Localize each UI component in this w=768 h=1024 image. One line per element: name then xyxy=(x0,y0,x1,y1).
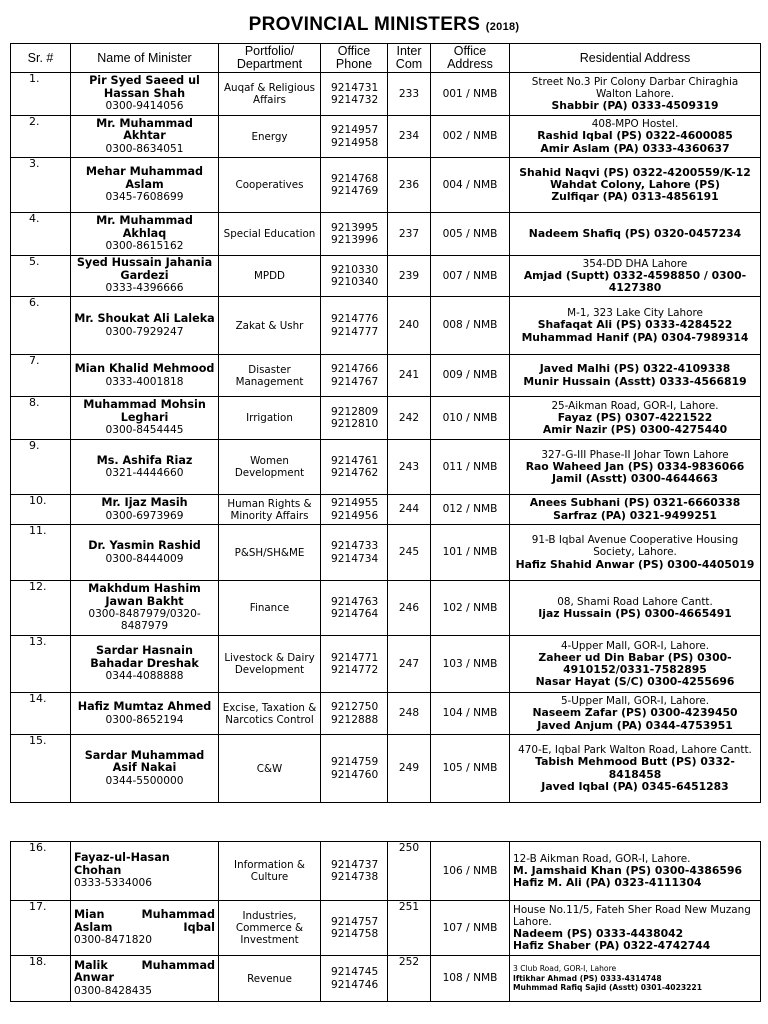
sr-cell: 14. xyxy=(11,693,71,735)
office-phone-cell xyxy=(321,397,388,440)
intercom-cell: 244 xyxy=(388,495,431,525)
office-phone-cell xyxy=(321,956,388,1002)
address-line: Iftikhar Ahmad (PS) 0333-4314748 xyxy=(513,973,662,983)
table-row xyxy=(11,213,761,256)
minister-name: Syed Hussain Jahania Gardezi xyxy=(76,256,213,282)
minister-phone: 0300-9414056 xyxy=(105,100,184,113)
minister-name: Mr. Muhammad Akhtar xyxy=(96,116,193,143)
minister-name: Mian Muhammad Aslam Iqbal xyxy=(74,908,215,934)
address-line: Zulfiqar (PA) 0313-4856191 xyxy=(551,190,719,204)
office-phone-number: 9213995 xyxy=(331,221,379,234)
minister-cell xyxy=(71,355,219,397)
office-phone-cell xyxy=(321,842,388,901)
address-line: Nasar Hayat (S/C) 0300-4255696 xyxy=(535,675,735,689)
intercom-cell: 241 xyxy=(388,355,431,397)
minister-cell xyxy=(71,525,219,581)
office-address-cell: 011 / NMB xyxy=(431,440,510,495)
office-phone-number: 9214758 xyxy=(331,928,379,940)
office-address-cell: 007 / NMB xyxy=(431,256,510,297)
minister-name: Mr. Muhammad Akhlaq xyxy=(96,214,193,240)
residential-address-cell xyxy=(510,355,761,397)
office-phone-number: 9214757 xyxy=(331,915,379,928)
address-line: 25-Aikman Road, GOR-I, Lahore. xyxy=(551,399,719,412)
office-phone-number: 9214956 xyxy=(331,509,379,522)
residential-address-cell xyxy=(510,397,761,440)
portfolio-cell: MPDD xyxy=(219,256,321,297)
minister-phone: 0300-8487979/0320-8487979 xyxy=(88,608,201,633)
header-intercom: Inter Com xyxy=(388,44,431,73)
office-phone-number: 9212750 xyxy=(331,701,379,714)
sr-cell: 6. xyxy=(11,297,71,355)
sr-cell: 8. xyxy=(11,397,71,440)
office-phone-number: 9214761 xyxy=(331,454,379,467)
header-office-phone: Office Phone xyxy=(321,44,388,73)
table-row xyxy=(11,842,761,901)
header-portfolio: Portfolio/ Department xyxy=(219,44,321,73)
address-line: 408-MPO Hostel. xyxy=(591,118,679,131)
minister-phone: 0300-8444009 xyxy=(105,552,184,565)
minister-cell xyxy=(71,495,219,525)
address-line: 4-Upper Mall, GOR-I, Lahore. xyxy=(560,639,710,652)
address-line: 91-B Iqbal Avenue Cooperative Housing Society, Lahore. xyxy=(531,534,739,559)
minister-phone: 0300-8471820 xyxy=(74,934,152,947)
minister-name: Mr. Ijaz Masih xyxy=(101,496,188,510)
address-line: 327-G-III Phase-II Johar Town Lahore xyxy=(541,448,729,461)
minister-cell xyxy=(71,440,219,495)
office-phone-number: 9214763 xyxy=(331,595,379,608)
minister-phone: 0300-7929247 xyxy=(105,325,184,338)
address-line: Tabish Mehmood Butt (PS) 0332-8418458 xyxy=(535,755,735,781)
office-phone-number: 9214732 xyxy=(331,94,379,106)
intercom-cell: 248 xyxy=(388,693,431,735)
address-line: Street No.3 Pir Colony Darbar Chiraghia Walton Lahore. xyxy=(531,75,739,100)
address-line: M-1, 323 Lake City Lahore xyxy=(567,307,703,320)
office-address-cell: 002 / NMB xyxy=(431,116,510,158)
portfolio-cell: P&SH/SH&ME xyxy=(219,525,321,581)
office-address-cell: 101 / NMB xyxy=(431,525,510,581)
intercom-cell: 240 xyxy=(388,297,431,355)
ministers-table-continued-body xyxy=(11,842,761,1002)
address-line: Javed Anjum (PA) 0344-4753951 xyxy=(537,718,733,732)
header-sr: Sr. # xyxy=(11,44,71,73)
office-address-cell: 005 / NMB xyxy=(431,213,510,256)
intercom-cell: 245 xyxy=(388,525,431,581)
address-line: M. Jamshaid Khan (PS) 0300-4386596 xyxy=(513,863,742,877)
address-line: 12-B Aikman Road, GOR-I, Lahore. xyxy=(513,852,691,865)
address-line: 5-Upper Mall, GOR-I, Lahore. xyxy=(560,695,710,708)
intercom-cell: 236 xyxy=(388,158,431,213)
minister-cell xyxy=(71,956,219,1002)
intercom-cell: 233 xyxy=(388,73,431,116)
ministers-table-continued xyxy=(10,841,761,1002)
intercom-cell: 239 xyxy=(388,256,431,297)
address-line: 08, Shami Road Lahore Cantt. xyxy=(557,595,713,608)
address-line: Rao Waheed Jan (PS) 0334-9836066 xyxy=(525,459,745,473)
table-row xyxy=(11,440,761,495)
title-year: (2018) xyxy=(485,21,520,33)
office-phone-cell xyxy=(321,355,388,397)
office-phone-number: 9214769 xyxy=(331,185,379,197)
office-phone-number: 9214759 xyxy=(331,756,379,769)
office-phone-cell xyxy=(321,158,388,213)
address-line: Fayaz (PS) 0307-4221522 xyxy=(557,410,713,424)
minister-cell xyxy=(71,73,219,116)
sr-cell: 1. xyxy=(11,73,71,116)
intercom-cell: 234 xyxy=(388,116,431,158)
intercom-cell: 246 xyxy=(388,581,431,636)
portfolio-cell: Energy xyxy=(219,116,321,158)
ministers-table xyxy=(10,43,761,803)
address-line: Muhmmad Rafiq Sajid (Asstt) 0301-4023221 xyxy=(513,983,702,993)
sr-cell: 7. xyxy=(11,355,71,397)
portfolio-cell: Women Development xyxy=(219,440,321,495)
office-phone-cell xyxy=(321,901,388,956)
minister-phone: 0300-8634051 xyxy=(105,142,184,155)
address-line: Javed Malhi (PS) 0322-4109338 xyxy=(539,362,731,376)
sr-cell: 12. xyxy=(11,581,71,636)
intercom-cell: 242 xyxy=(388,397,431,440)
office-phone-number: 9214733 xyxy=(331,540,379,553)
office-phone-cell xyxy=(321,495,388,525)
minister-name: Dr. Yasmin Rashid xyxy=(88,539,201,553)
minister-phone: 0300-8454445 xyxy=(105,424,184,437)
office-phone-cell xyxy=(321,581,388,636)
residential-address-cell xyxy=(510,256,761,297)
minister-cell xyxy=(71,581,219,636)
minister-phone: 0321-4444660 xyxy=(105,467,184,479)
minister-phone: 0344-5500000 xyxy=(105,774,184,787)
sr-cell: 10. xyxy=(11,495,71,525)
portfolio-cell: Information & Culture xyxy=(219,842,321,901)
table-row xyxy=(11,495,761,525)
minister-phone: 0300-8615162 xyxy=(105,240,184,253)
minister-name: Makhdum Hashim Jawan Bakht xyxy=(88,582,201,608)
office-address-cell: 001 / NMB xyxy=(431,73,510,116)
table-row xyxy=(11,397,761,440)
office-phone-number: 9212810 xyxy=(331,418,379,430)
residential-address-cell xyxy=(510,842,761,901)
header-name: Name of Minister xyxy=(71,44,219,73)
address-line: 354-DD DHA Lahore xyxy=(582,257,688,270)
office-phone-number: 9214777 xyxy=(331,325,379,338)
minister-cell xyxy=(71,256,219,297)
residential-address-cell xyxy=(510,495,761,525)
office-phone-cell xyxy=(321,73,388,116)
minister-cell xyxy=(71,116,219,158)
office-phone-cell xyxy=(321,116,388,158)
office-phone-number: 9210330 xyxy=(331,263,379,276)
portfolio-cell: C&W xyxy=(219,735,321,803)
table-row xyxy=(11,73,761,116)
office-phone-cell xyxy=(321,297,388,355)
address-line: Shafaqat Ali (PS) 0333-4284522 xyxy=(537,318,733,332)
intercom-cell: 249 xyxy=(388,735,431,803)
minister-name: Muhammad Mohsin Leghari xyxy=(83,398,206,424)
office-phone-number: 9214957 xyxy=(331,124,379,137)
table-row xyxy=(11,116,761,158)
office-phone-cell xyxy=(321,213,388,256)
address-line: Javed Iqbal (PA) 0345-6451283 xyxy=(541,779,729,793)
office-phone-number: 9214776 xyxy=(331,313,379,326)
address-line: Sarfraz (PA) 0321-9499251 xyxy=(553,508,717,522)
office-address-cell: 012 / NMB xyxy=(431,495,510,525)
office-phone-number: 9214767 xyxy=(331,375,379,388)
minister-cell xyxy=(71,158,219,213)
minister-cell xyxy=(71,213,219,256)
table-row xyxy=(11,735,761,803)
office-phone-number: 9210340 xyxy=(331,276,379,288)
portfolio-cell: Cooperatives xyxy=(219,158,321,213)
minister-name: Sardar Hasnain Bahadar Dreshak xyxy=(90,644,199,670)
address-line: Anees Subhani (PS) 0321-6660338 xyxy=(529,496,741,510)
address-line: Muhammad Hanif (PA) 0304-7989314 xyxy=(521,330,749,344)
address-line: Hafiz Shahid Anwar (PS) 0300-4405019 xyxy=(515,557,755,571)
sr-cell: 3. xyxy=(11,158,71,213)
office-phone-number: 9213996 xyxy=(331,234,379,246)
minister-phone: 0300-8652194 xyxy=(105,713,184,726)
intercom-cell: 247 xyxy=(388,636,431,693)
ministers-table-body xyxy=(11,73,761,803)
intercom-cell: 251 xyxy=(388,901,431,956)
address-line: Amjad (Suptt) 0332-4598850 / 0300-4127380 xyxy=(523,268,747,295)
intercom-cell: 252 xyxy=(388,956,431,1002)
minister-name: Malik Muhammad Anwar xyxy=(74,958,215,985)
minister-name: Fayaz-ul-Hasan Chohan xyxy=(74,851,170,877)
office-address-cell: 010 / NMB xyxy=(431,397,510,440)
address-line: Shabbir (PA) 0333-4509319 xyxy=(551,99,719,113)
address-line: Nadeem Shafiq (PS) 0320-0457234 xyxy=(528,226,742,240)
address-line: 3 Club Road, GOR-I, Lahore xyxy=(513,964,617,974)
portfolio-cell: Revenue xyxy=(219,956,321,1002)
address-line: Rashid Iqbal (PS) 0322-4600085 xyxy=(537,129,733,143)
office-phone-number: 9214746 xyxy=(331,978,379,991)
office-phone-cell xyxy=(321,735,388,803)
minister-cell xyxy=(71,636,219,693)
portfolio-cell: Industries, Commerce & Investment xyxy=(219,901,321,956)
table-header-row xyxy=(11,44,761,73)
minister-cell xyxy=(71,297,219,355)
portfolio-cell: Auqaf & Religious Affairs xyxy=(219,73,321,116)
residential-address-cell xyxy=(510,735,761,803)
address-line: Amir Aslam (PA) 0333-4360637 xyxy=(540,141,730,155)
header-office-address: Office Address xyxy=(431,44,510,73)
address-line: Naseem Zafar (PS) 0300-4239450 xyxy=(532,706,738,720)
sr-cell: 15. xyxy=(11,735,71,803)
office-address-cell: 009 / NMB xyxy=(431,355,510,397)
office-phone-number: 9214738 xyxy=(331,871,379,883)
table-row xyxy=(11,693,761,735)
office-phone-number: 9214734 xyxy=(331,552,379,565)
sr-cell: 9. xyxy=(11,440,71,495)
address-line: Zaheer ud Din Babar (PS) 0300-4910152/0331-7582895 xyxy=(538,650,732,676)
office-phone-number: 9214760 xyxy=(331,768,379,781)
residential-address-cell xyxy=(510,956,761,1002)
minister-phone: 0333-5334006 xyxy=(74,877,152,890)
address-line: Munir Hussain (Asstt) 0333-4566819 xyxy=(523,374,747,388)
residential-address-cell xyxy=(510,901,761,956)
office-phone-number: 9214731 xyxy=(331,81,379,94)
residential-address-cell xyxy=(510,213,761,256)
office-phone-number: 9214955 xyxy=(331,497,379,510)
minister-name: Sardar Muhammad Asif Nakai xyxy=(84,748,205,775)
minister-cell xyxy=(71,901,219,956)
minister-name: Pir Syed Saeed ul Hassan Shah xyxy=(89,74,200,100)
office-phone-number: 9214771 xyxy=(331,651,379,664)
portfolio-cell: Special Education xyxy=(219,213,321,256)
office-address-cell: 008 / NMB xyxy=(431,297,510,355)
office-address-cell: 108 / NMB xyxy=(431,956,510,1002)
minister-name: Ms. Ashifa Riaz xyxy=(96,453,193,467)
office-phone-number: 9214764 xyxy=(331,608,379,620)
residential-address-cell xyxy=(510,73,761,116)
minister-phone: 0333-4396666 xyxy=(105,282,184,295)
portfolio-cell: Irrigation xyxy=(219,397,321,440)
address-line: Shahid Naqvi (PS) 0322-4200559/K-12 Wahdat Colony, Lahore (PS) xyxy=(519,165,751,191)
address-line: Nadeem (PS) 0333-4438042 xyxy=(513,927,684,940)
table-row xyxy=(11,636,761,693)
address-line: Hafiz M. Ali (PA) 0323-4111304 xyxy=(513,876,702,890)
minister-cell xyxy=(71,693,219,735)
office-phone-cell xyxy=(321,440,388,495)
office-address-cell: 107 / NMB xyxy=(431,901,510,956)
minister-name: Mian Khalid Mehmood xyxy=(74,362,215,376)
sr-cell: 16. xyxy=(11,842,71,901)
sr-cell: 13. xyxy=(11,636,71,693)
minister-cell xyxy=(71,397,219,440)
office-phone-number: 9214958 xyxy=(331,136,379,149)
office-address-cell: 102 / NMB xyxy=(431,581,510,636)
office-address-cell: 106 / NMB xyxy=(431,842,510,901)
residential-address-cell xyxy=(510,636,761,693)
table-row xyxy=(11,297,761,355)
minister-name: Mr. Shoukat Ali Laleka xyxy=(74,312,215,326)
minister-phone: 0344-4088888 xyxy=(105,670,184,683)
address-line: Hafiz Shaber (PA) 0322-4742744 xyxy=(513,939,711,953)
residential-address-cell xyxy=(510,693,761,735)
office-phone-number: 9214762 xyxy=(331,467,379,479)
portfolio-cell: Human Rights & Minority Affairs xyxy=(219,495,321,525)
table-row xyxy=(11,901,761,956)
office-phone-number: 9212809 xyxy=(331,405,379,418)
table-row xyxy=(11,355,761,397)
office-phone-number: 9214772 xyxy=(331,664,379,676)
portfolio-cell: Disaster Management xyxy=(219,355,321,397)
address-line: Jamil (Asstt) 0300-4644663 xyxy=(552,472,718,486)
sr-cell: 5. xyxy=(11,256,71,297)
sr-cell: 11. xyxy=(11,525,71,581)
sr-cell: 2. xyxy=(11,116,71,158)
address-line: Amir Nazir (PS) 0300-4275440 xyxy=(542,423,728,437)
minister-phone: 0333-4001818 xyxy=(105,375,184,388)
table-row xyxy=(11,581,761,636)
office-phone-cell xyxy=(321,636,388,693)
sr-cell: 4. xyxy=(11,213,71,256)
intercom-cell: 243 xyxy=(388,440,431,495)
minister-cell xyxy=(71,735,219,803)
office-phone-number: 9214737 xyxy=(331,858,379,871)
table-row xyxy=(11,956,761,1002)
address-line: 470-E, Iqbal Park Walton Road, Lahore Cantt. xyxy=(518,744,752,757)
office-address-cell: 004 / NMB xyxy=(431,158,510,213)
title-text: PROVINCIAL MINISTERS xyxy=(248,14,481,35)
address-line: Ijaz Hussain (PS) 0300-4665491 xyxy=(538,607,732,620)
minister-phone: 0300-6973969 xyxy=(105,509,184,522)
office-address-cell: 103 / NMB xyxy=(431,636,510,693)
portfolio-cell: Excise, Taxation & Narcotics Control xyxy=(219,693,321,735)
residential-address-cell xyxy=(510,581,761,636)
sr-cell: 18. xyxy=(11,956,71,1002)
portfolio-cell: Livestock & Dairy Development xyxy=(219,636,321,693)
office-phone-number: 9214766 xyxy=(331,363,379,376)
minister-name: Hafiz Mumtaz Ahmed xyxy=(77,700,212,714)
minister-cell xyxy=(71,842,219,901)
table-row xyxy=(11,525,761,581)
portfolio-cell: Zakat & Ushr xyxy=(219,297,321,355)
table-row xyxy=(11,158,761,213)
minister-phone: 0345-7608699 xyxy=(105,191,184,204)
residential-address-cell xyxy=(510,116,761,158)
office-phone-number: 9214745 xyxy=(331,966,379,979)
minister-phone: 0300-8428435 xyxy=(74,984,152,997)
minister-name: Mehar Muhammad Aslam xyxy=(85,165,204,191)
table-row xyxy=(11,256,761,297)
office-phone-number: 9214768 xyxy=(331,172,379,185)
residential-address-cell xyxy=(510,440,761,495)
office-phone-cell xyxy=(321,693,388,735)
residential-address-cell xyxy=(510,525,761,581)
office-phone-number: 9212888 xyxy=(331,713,379,726)
sr-cell: 17. xyxy=(11,901,71,956)
residential-address-cell xyxy=(510,158,761,213)
office-address-cell: 104 / NMB xyxy=(431,693,510,735)
intercom-cell: 250 xyxy=(388,842,431,901)
address-line: House No.11/5, Fateh Sher Road New Muzang Lahore. xyxy=(513,903,751,928)
page-title xyxy=(0,14,768,36)
header-residential-address: Residential Address xyxy=(510,44,761,73)
portfolio-cell: Finance xyxy=(219,581,321,636)
intercom-cell: 237 xyxy=(388,213,431,256)
office-phone-cell xyxy=(321,256,388,297)
residential-address-cell xyxy=(510,297,761,355)
office-phone-cell xyxy=(321,525,388,581)
office-address-cell: 105 / NMB xyxy=(431,735,510,803)
